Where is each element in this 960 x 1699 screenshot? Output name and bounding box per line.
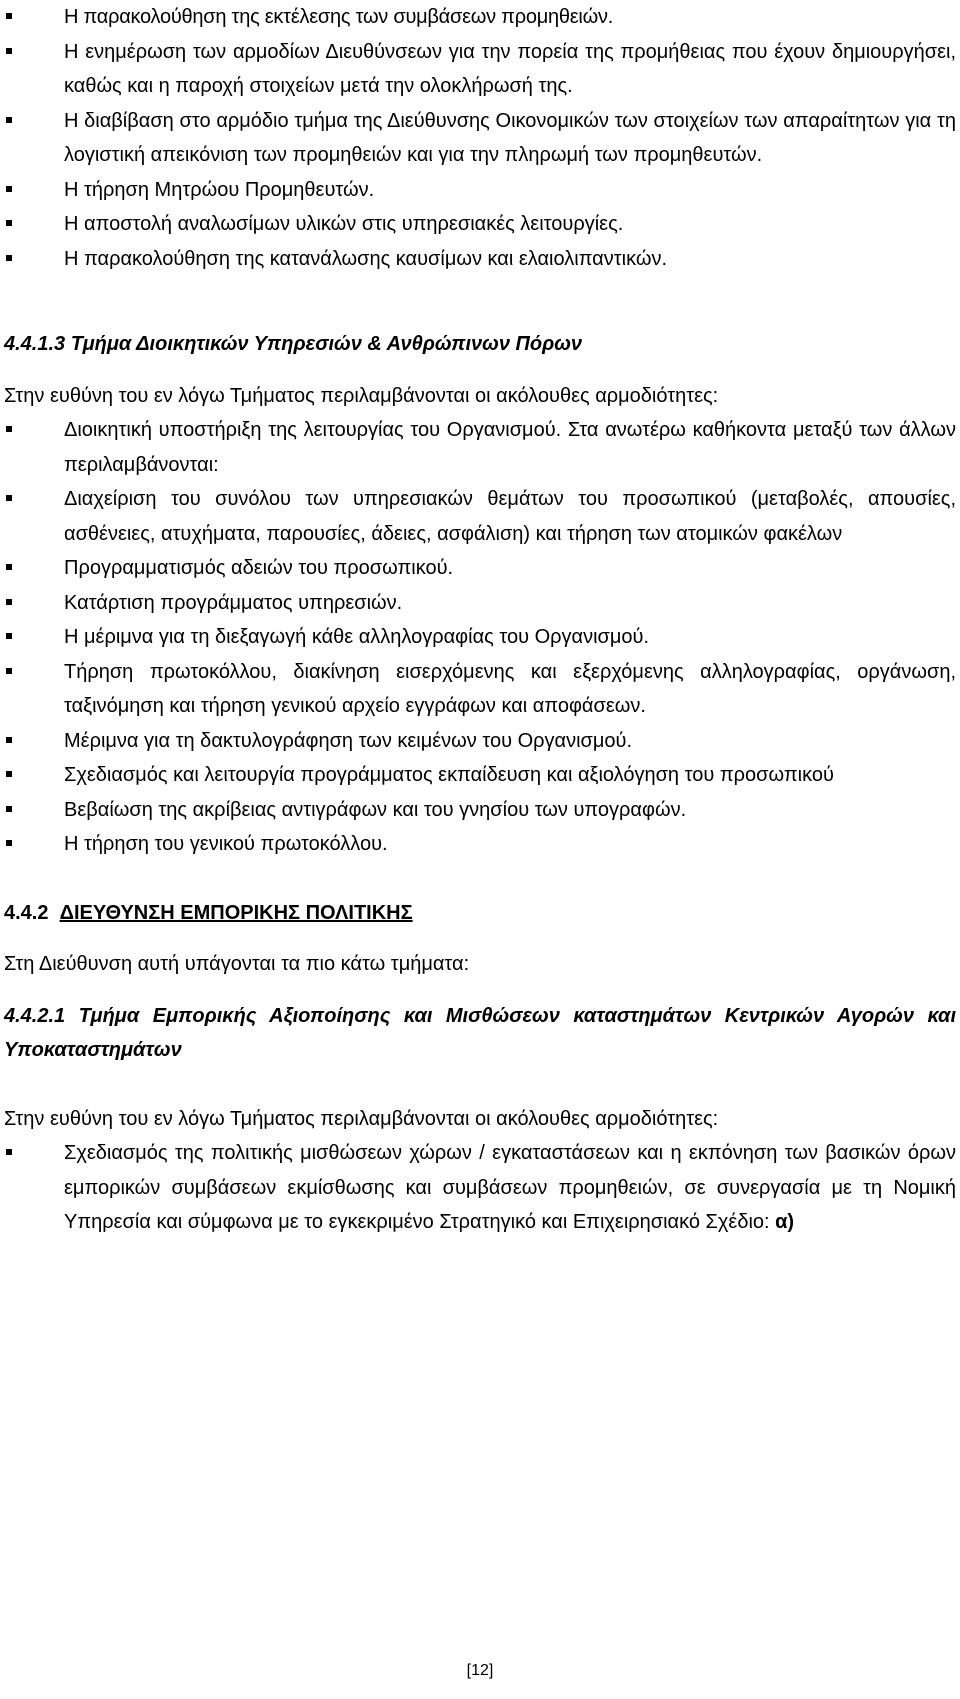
bullet-icon (6, 737, 12, 743)
list-item: Κατάρτιση προγράμματος υπηρεσιών. (4, 586, 956, 621)
section-number: 4.4.2 (4, 901, 49, 924)
bullet-icon (6, 426, 12, 432)
list-item: Η ενημέρωση των αρμοδίων Διευθύνσεων για την πορεία της προμήθειας που έχουν δημιουργήσει, καθώς και η παροχή στοιχείων μετά την ολοκλήρωσή της. (4, 35, 956, 104)
bullet-icon (6, 840, 12, 846)
list-item: Η αποστολή αναλωσίμων υλικών στις υπηρεσιακές λειτουργίες. (4, 207, 956, 242)
bullet-icon (6, 255, 12, 261)
list-item: Βεβαίωση της ακρίβειας αντιγράφων και του γνησίου των υπογραφών. (4, 793, 956, 828)
section-intro: Στην ευθύνη του εν λόγω Τμήματος περιλαμβάνονται οι ακόλουθες αρμοδιότητες: (4, 1107, 719, 1130)
section-intro: Στη Διεύθυνση αυτή υπάγονται τα πιο κάτω τμήματα: (4, 953, 470, 975)
list-item: Η τήρηση του γενικού πρωτοκόλλου. (4, 827, 956, 862)
list-item: Προγραμματισμός αδειών του προσωπικού. (4, 551, 956, 586)
bullet-icon (6, 599, 12, 605)
bullet-icon (6, 117, 12, 123)
section-heading-4413: 4.4.1.3 Τμήμα Διοικητικών Υπηρεσιών & Ανθρώπινων Πόρων (4, 333, 583, 355)
page-number: [12] (466, 1662, 494, 1679)
list-item: Μέριμνα για τη δακτυλογράφηση των κειμένων του Οργανισμού. (4, 724, 956, 759)
list-item: Διαχείριση του συνόλου των υπηρεσιακών θεμάτων του προσωπικού (μεταβολές, απουσίες, ασθένειες, ατυχήματα, παρουσίες, άδειες, ασφάλιση) και τήρηση των ατομικών φακέλων (4, 482, 956, 551)
subitem-marker: α) (775, 1211, 795, 1233)
bullet-icon (6, 668, 12, 674)
list-item: Η παρακολούθηση της εκτέλεσης των συμβάσεων προμηθειών. (4, 0, 956, 35)
supplies-duties-list (4, 0, 956, 276)
list-item: Η τήρηση Μητρώου Προμηθευτών. (4, 173, 956, 208)
bullet-icon (6, 806, 12, 812)
bullet-icon (6, 495, 12, 501)
bullet-icon (6, 771, 12, 777)
section-intro: Στην ευθύνη του εν λόγω Τμήματος περιλαμβάνονται οι ακόλουθες αρμοδιότητες: (4, 384, 719, 407)
section-heading-4421: 4.4.2.1 Τμήμα Εμπορικής Αξιοποίησης και Μισθώσεων καταστημάτων Κεντρικών Αγορών και Υποκαταστημάτων (4, 1004, 956, 1061)
list-item: Τήρηση πρωτοκόλλου, διακίνηση εισερχόμενης και εξερχόμενης αλληλογραφίας, οργάνωση, ταξινόμηση και τήρηση γενικού αρχείο εγγράφων και αποφάσεων. (4, 655, 956, 724)
bullet-icon (6, 564, 12, 570)
list-item: Σχεδιασμός και λειτουργία προγράμματος εκπαίδευση και αξιολόγηση του προσωπικού (4, 758, 956, 793)
list-item: Η διαβίβαση στο αρμόδιο τμήμα της Διεύθυνσης Οικονομικών των στοιχείων των απαραίτητων για τη λογιστική απεικόνιση των προμηθειών και για την πληρωμή των προμηθευτών. (4, 104, 956, 173)
bullet-icon (6, 633, 12, 639)
bullet-icon (6, 13, 12, 19)
bullet-icon (6, 48, 12, 54)
section-heading-442 (4, 896, 956, 931)
list-item: Η παρακολούθηση της κατανάλωσης καυσίμων και ελαιολιπαντικών. (4, 242, 956, 277)
bullet-icon (6, 1149, 12, 1155)
admin-duties-list (4, 413, 956, 862)
page-content (4, 0, 956, 1240)
commercial-duties-list (4, 1136, 956, 1240)
bullet-icon (6, 220, 12, 226)
list-item: Η μέριμνα για τη διεξαγωγή κάθε αλληλογραφίας του Οργανισμού. (4, 620, 956, 655)
section-title: ΔΙΕΥΘΥΝΣΗ ΕΜΠΟΡΙΚΗΣ ΠΟΛΙΤΙΚΗΣ (59, 901, 413, 924)
bullet-icon (6, 186, 12, 192)
list-item: Σχεδιασμός της πολιτικής μισθώσεων χώρων / εγκαταστάσεων και η εκπόνηση των βασικών όρων εμπορικών συμβάσεων εκμίσθωσης και συμβάσεων προμηθειών, σε συνεργασία με τη Νομική Υπηρεσία και σύμφωνα με το εγκεκριμένο Στρατηγικό και Επιχειρησιακό Σχέδιο: α) (4, 1136, 956, 1240)
list-item: Διοικητική υποστήριξη της λειτουργίας του Οργανισμού. Στα ανωτέρω καθήκοντα μεταξύ των άλλων περιλαμβάνονται: (4, 413, 956, 482)
